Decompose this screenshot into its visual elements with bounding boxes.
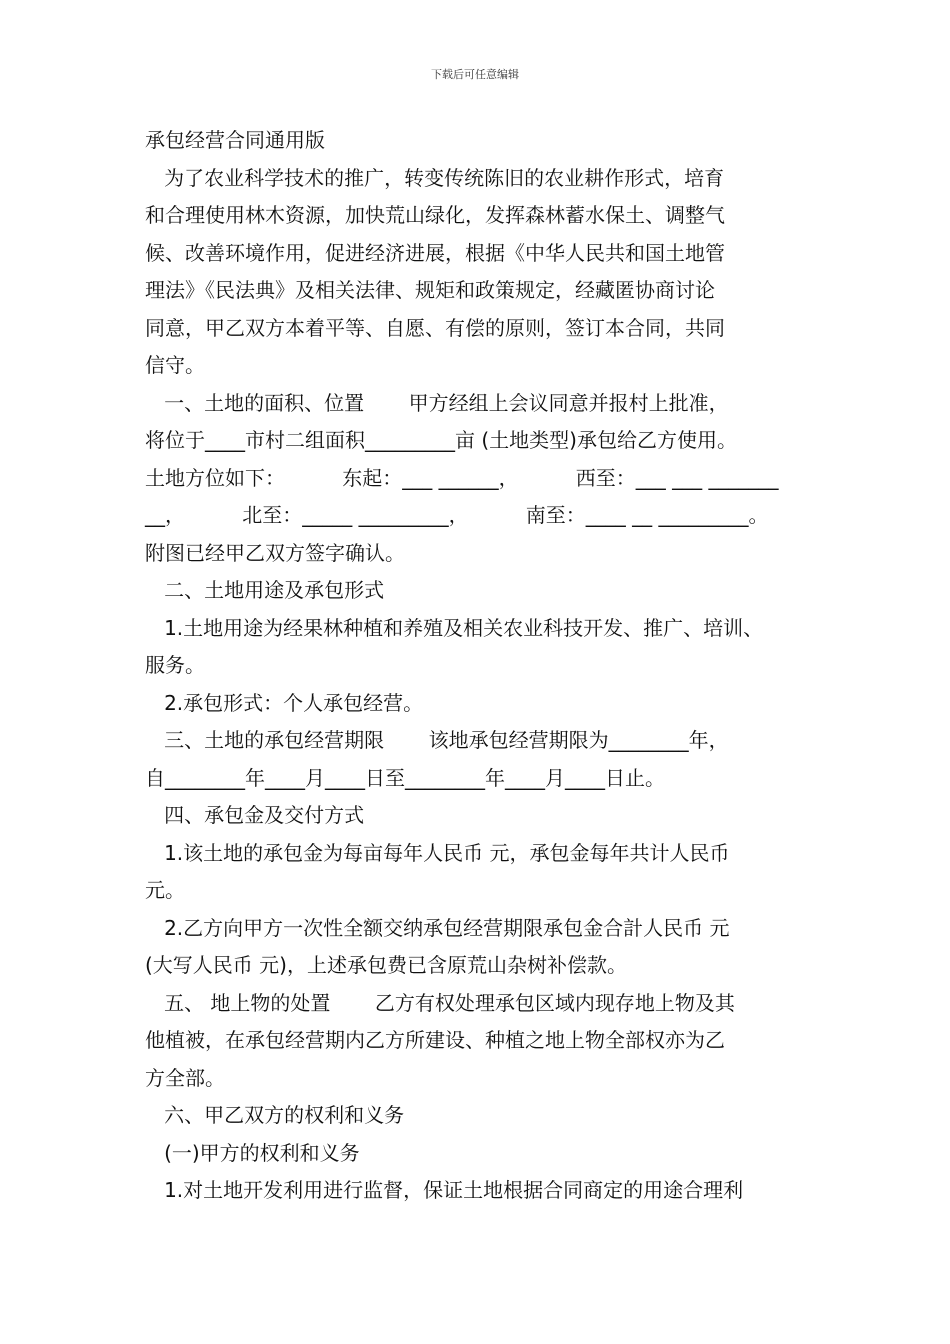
document-title: 承包经营合同通用版 — [145, 128, 325, 152]
paragraph-line: 服务。 — [145, 653, 205, 677]
paragraph-line: 方全部。 — [145, 1065, 225, 1090]
paragraph-line: 将位于____市村二组面积_________亩 (土地类型)承包给乙方使用。 — [145, 428, 737, 452]
paragraph-line: 2.乙方向甲方一次性全额交纳承包经营期限承包金合計人民币 元 — [145, 915, 730, 940]
document-body — [145, 122, 835, 1210]
paragraph-line: 土地方位如下： 东起：___ ______， 西至：___ ___ _______ — [145, 465, 779, 490]
paragraph-line: (大写人民币 元)，上述承包费已含原荒山杂树补偿款。 — [145, 953, 627, 977]
paragraph-line: 附图已经甲乙双方签字确认。 — [145, 540, 405, 565]
section-heading-3: 三、土地的承包经营期限 该地承包经营期限为________年， — [145, 728, 729, 752]
page-header-note: 下载后可任意编辑 — [431, 68, 519, 81]
paragraph-line: 他植被，在承包经营期内乙方所建设、种植之地上物全部权亦为乙 — [145, 1028, 725, 1052]
section-heading-1: 一、土地的面积、位置 甲方经组上会议同意并报村上批准， — [145, 390, 729, 415]
section-heading-6: 六、甲乙双方的权利和义务 — [145, 1103, 405, 1127]
paragraph-line: 为了农业科学技术的推广，转变传统陈旧的农业耕作形式，培育 — [145, 165, 725, 190]
paragraph-line: 1.土地用途为经果林种植和养殖及相关农业科技开发、推广、培训、 — [145, 615, 764, 640]
subsection-heading: (一)甲方的权利和义务 — [145, 1140, 360, 1165]
paragraph-line: 1.对土地开发利用进行监督，保证土地根据合同商定的用途合理利 — [145, 1178, 744, 1202]
paragraph-line: 理法》《民法典》及相关法律、规矩和政策规定，经藏匿协商讨论 — [145, 278, 715, 302]
paragraph-line: 自________年____月____日至________年____月____日止。 — [145, 765, 665, 790]
paragraph-line: 1.该土地的承包金为每亩每年人民币 元，承包金每年共计人民币 — [145, 840, 730, 865]
paragraph-line: 候、改善环境作用，促进经济进展，根据《中华人民共和国土地管 — [145, 240, 725, 265]
paragraph-line: 和合理使用林木资源，加快荒山绿化，发挥森林蓄水保土、调整气 — [145, 203, 725, 227]
paragraph-line: 元。 — [145, 878, 185, 902]
section-heading-4: 四、承包金及交付方式 — [145, 803, 365, 827]
section-heading-2: 二、土地用途及承包形式 — [145, 578, 385, 602]
paragraph-line: 信守。 — [145, 353, 205, 377]
paragraph-line: 同意，甲乙双方本着平等、自愿、有偿的原则，签订本合同，共同 — [145, 315, 725, 340]
paragraph-line: 2.承包形式：个人承包经营。 — [145, 690, 424, 715]
paragraph-line: __， 北至：_____ _________， 南至：____ __ _________。 — [145, 503, 769, 527]
section-heading-5: 五、 地上物的处置 乙方有权处理承包区域内现存地上物及其 — [145, 990, 735, 1015]
